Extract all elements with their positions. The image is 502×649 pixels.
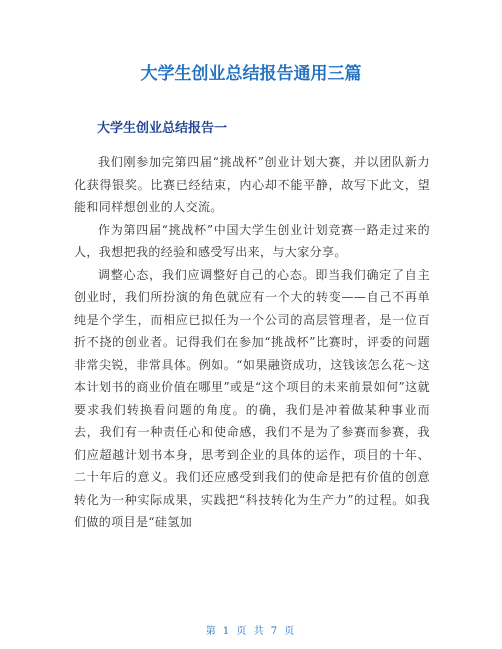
body-paragraph: 作为第四届“挑战杯”中国大学生创业计划竞赛一路走过来的人，我想把我的经验和感受写出来，与大家分享。 [74, 222, 430, 259]
body-paragraph: 我们刚参加完第四届“挑战杯”创业计划大赛，并以团队新力化获得银奖。比赛已经结束，内心却不能平静，故写下此文，望能和同样想创业的人交流。 [74, 155, 430, 214]
document-title: 大学生创业总结报告通用三篇 [140, 64, 362, 84]
page-footer: 第 1 页 共 7 页 [205, 626, 297, 637]
section-title: 大学生创业总结报告一 [97, 121, 228, 136]
document-body [74, 151, 430, 534]
body-paragraph: 调整心态，我们应调整好自己的心态。即当我们确定了自主创业时，我们所扮演的角色就应有一个大的转变——自己不再单纯是个学生，而相应已拟任为一个公司的高层管理者，是一位百折不挠的创业者。记得我们在参加“挑战杯”比赛时，评委的问题非常尖锐，非常具体。例如。“如果融资成功，这钱该怎么花～这本计划书的商业价值在哪里”或是“这个项目的未来前景如何”这就要求我们转换看问题的角度。的确，我们是冲着做某种事业而去，我们有一种责任心和使命感，我们不是为了参赛而参赛，我们应超越计划书本身，思考到企业的具体的运作，项目的十年、二十年后的意义。我们还应感受到我们的使命是把有价值的创意转化为一种实际成果，实践把“科技转化为生产力”的过程。如我们做的项目是“硅氢加 [74, 267, 430, 529]
